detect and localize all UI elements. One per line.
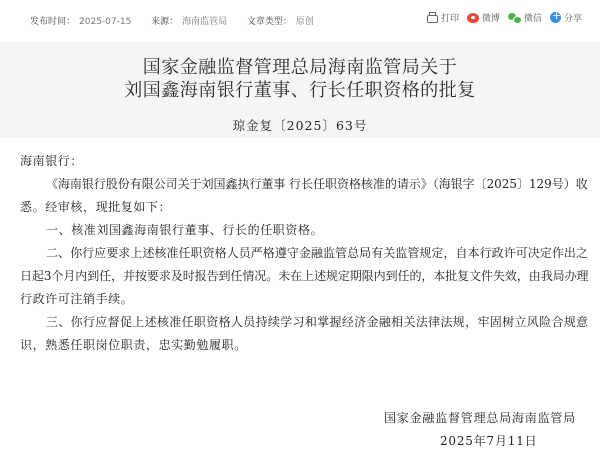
wechat-icon (508, 13, 521, 23)
paragraph-3-line-2: 日起3个月内到任，并按要求及时报告到任情况。未在上述规定期限内到任的，本批复文件失效，由我局办理 (20, 269, 589, 283)
weibo-share-button[interactable] (467, 11, 500, 24)
paragraph-3-line-1: 二、你行应要求上述核准任职资格人员严格遵守金融监管总局有关监管规定，自本行政许可决定作出之 (46, 246, 589, 260)
source: 海南监管局 (182, 17, 228, 27)
recipient: 海南银行： (20, 154, 84, 168)
paragraph-1-line-1: 《海南银行股份有限公司关于刘国鑫执行董事 行长任职资格核准的请示》（海银字〔2025〕129号）收 (46, 177, 588, 191)
type-label: 文章类型： (246, 17, 292, 27)
source-label: 来源： (151, 17, 179, 27)
article-type: 原创 (295, 17, 314, 27)
plus-icon (550, 12, 561, 23)
page-title-line-2: 刘国鑫海南银行董事、行长任职资格的批复 (124, 80, 476, 101)
print-button[interactable] (427, 11, 459, 24)
wechat-label: 微信 (523, 14, 542, 24)
signature-date: 2025年7月11日 (440, 434, 538, 448)
paragraph-4-line-2: 识，熟悉任职岗位职责，忠实勤勉履职。 (20, 338, 247, 352)
paragraph-3-line-3: 行政许可注销手续。 (20, 292, 134, 306)
more-share-button[interactable] (550, 11, 582, 24)
paragraph-4-line-1: 三、你行应督促上述核准任职资格人员持续学习和掌握经济金融相关法律法规，牢固树立风险合规意 (46, 315, 589, 329)
share-toolbar (427, 11, 582, 24)
more-share-label: 分享 (563, 14, 582, 24)
document-number: 琼金复〔2025〕63号 (232, 118, 368, 133)
publish-time-label: 发布时间： (30, 17, 76, 27)
weibo-icon (467, 13, 479, 23)
page-title-line-1: 国家金融监督管理总局海南监管局关于 (142, 57, 458, 78)
signature-organization: 国家金融监督管理总局海南监管局 (384, 411, 577, 425)
wechat-share-button[interactable] (508, 11, 542, 24)
publish-time: 2025-07-15 (79, 17, 132, 27)
print-label: 打印 (440, 14, 459, 24)
paragraph-1-line-2: 悉。经审核，现批复如下： (20, 200, 172, 214)
paragraph-2: 一、核准刘国鑫海南银行董事、行长的任职资格。 (46, 223, 324, 237)
printer-icon (427, 15, 438, 23)
article-meta-bar (0, 0, 600, 42)
article-meta (30, 14, 314, 27)
weibo-label: 微博 (481, 14, 500, 24)
